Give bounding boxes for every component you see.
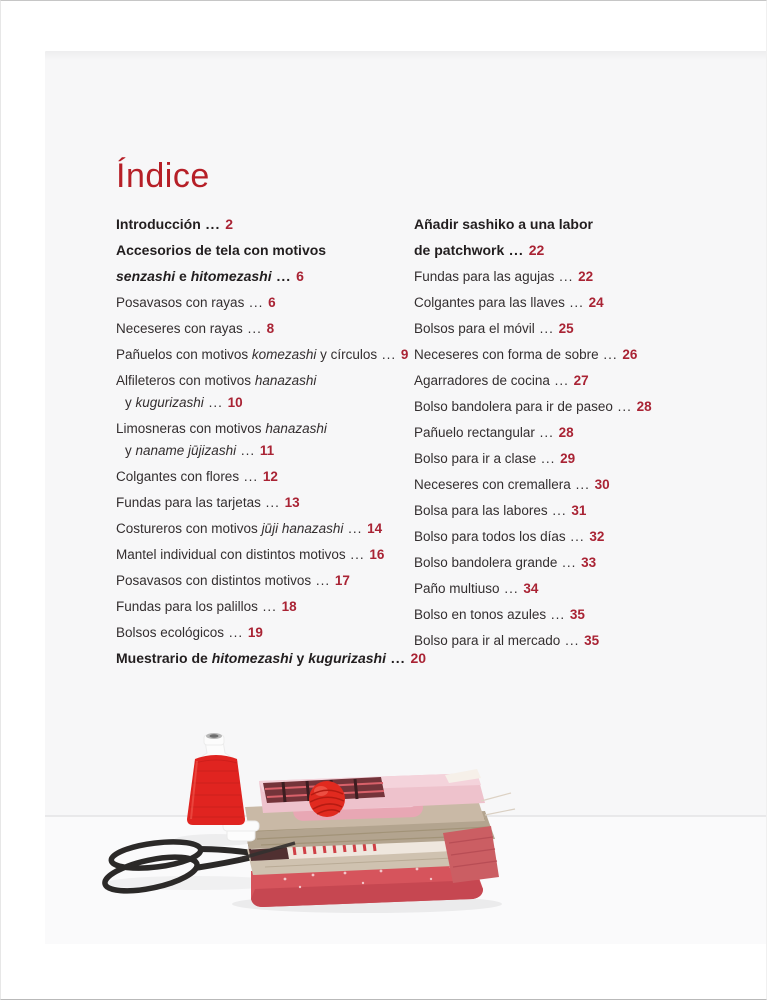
toc: [116, 213, 726, 677]
toc-dots: ...: [549, 373, 574, 388]
toc-entry-line: [414, 425, 726, 440]
toc-dots: ...: [554, 269, 579, 284]
toc-entry-line: [116, 243, 414, 258]
toc-text: Neceseres con cremallera: [414, 477, 571, 492]
toc-page-number: 28: [558, 425, 574, 440]
toc-entry: [414, 607, 726, 622]
toc-term-italic: hitomezashi: [211, 650, 293, 666]
toc-entry-line: [414, 269, 726, 284]
toc-entry: [116, 521, 414, 536]
sewing-still-life-photo: [45, 691, 767, 944]
toc-text: Bolso bandolera grande: [414, 555, 558, 570]
toc-page-number: 2: [225, 216, 234, 232]
toc-page-number: 27: [573, 373, 589, 388]
toc-text: de patchwork: [414, 242, 505, 258]
toc-entry: [414, 529, 726, 544]
toc-dots: ...: [242, 321, 267, 336]
toc-dots: ...: [385, 650, 411, 666]
toc-entry: [116, 373, 414, 410]
toc-text: Limosneras con motivos: [116, 421, 266, 436]
toc-text: Bolso bandolera para ir de paseo: [414, 399, 613, 414]
toc-page-number: 24: [588, 295, 604, 310]
toc-entry-line: [116, 521, 414, 536]
toc-entry: [414, 269, 726, 284]
toc-term-italic: kugurizashi: [308, 650, 386, 666]
toc-entry-line: [116, 625, 414, 640]
toc-page-number: 20: [410, 650, 427, 666]
toc-column-1: [116, 213, 427, 677]
toc-entry: [414, 321, 726, 336]
toc-text: y círculos: [316, 347, 378, 362]
toc-entry: [116, 347, 414, 362]
toc-entry-line: [116, 373, 414, 388]
toc-page-number: 11: [259, 443, 275, 458]
toc-text: Bolso para ir a clase: [414, 451, 537, 466]
toc-entry-line: [116, 295, 414, 310]
page-title: Índice: [116, 157, 210, 195]
toc-text: e: [175, 268, 191, 284]
toc-entry-line: [414, 607, 726, 622]
toc-dots: ...: [203, 395, 228, 410]
toc-page-number: 33: [581, 555, 597, 570]
toc-page-number: 35: [584, 633, 600, 648]
toc-page-number: 16: [369, 547, 385, 562]
toc-entry: [116, 547, 414, 562]
toc-page-number: 9: [400, 347, 409, 362]
toc-entry-line: [414, 581, 726, 596]
toc-term-italic: senzashi: [116, 268, 176, 284]
toc-page-number: 30: [594, 477, 610, 492]
fabric-stack: [243, 769, 515, 907]
toc-page-number: 14: [367, 521, 383, 536]
toc-term-italic: komezashi: [251, 347, 317, 362]
toc-dots: ...: [546, 607, 570, 622]
toc-text: Costureros con motivos: [116, 521, 262, 536]
toc-page-number: 18: [281, 599, 297, 614]
toc-entry: [414, 555, 726, 570]
toc-section-heading: [116, 650, 427, 666]
toc-entry-line: [414, 373, 726, 388]
toc-entry: [414, 373, 726, 388]
toc-section-heading: [116, 243, 414, 284]
toc-dots: ...: [377, 347, 401, 362]
toc-page-number: 13: [284, 495, 300, 510]
toc-dots: ...: [598, 347, 623, 362]
toc-term-italic: hanazashi: [254, 373, 317, 388]
toc-dots: ...: [271, 268, 297, 284]
toc-entry-line: [414, 321, 726, 336]
toc-text: Fundas para las agujas: [414, 269, 555, 284]
toc-entry: [414, 633, 726, 648]
toc-text: Neceseres con forma de sobre: [414, 347, 599, 362]
toc-entry-line: [414, 347, 726, 362]
toc-entry: [116, 573, 414, 588]
toc-text: Añadir sashiko a una labor: [414, 216, 593, 232]
toc-text: Fundas para los palillos: [116, 599, 258, 614]
toc-page-number: 28: [636, 399, 652, 414]
toc-dots: ...: [564, 295, 589, 310]
toc-entry-line: [414, 529, 726, 544]
toc-entry-line: [116, 395, 414, 410]
toc-entry-line: [116, 421, 414, 436]
toc-dots: ...: [343, 521, 368, 536]
toc-term-italic: hitomezashi: [190, 268, 272, 284]
toc-section-heading: [116, 217, 414, 232]
page-top-shade: [45, 51, 766, 61]
toc-dots: ...: [560, 633, 585, 648]
toc-dots: ...: [570, 477, 595, 492]
toc-page-number: 22: [528, 242, 545, 258]
toc-entry-line: [116, 469, 414, 484]
thread-spool: [187, 733, 259, 841]
toc-dots: ...: [311, 573, 335, 588]
toc-dots: ...: [557, 555, 582, 570]
toc-dots: ...: [504, 242, 529, 258]
toc-entry: [414, 347, 726, 362]
toc-entry: [116, 599, 414, 614]
toc-entry: [116, 469, 414, 484]
toc-term-italic: hanazashi: [265, 421, 327, 436]
toc-entry: [414, 581, 726, 596]
toc-text: Agarradores de cocina: [414, 373, 550, 388]
toc-dots: ...: [236, 443, 260, 458]
toc-text: Posavasos con rayas: [116, 295, 245, 310]
toc-dots: ...: [547, 503, 572, 518]
toc-text: Mantel individual con distintos motivos: [116, 547, 346, 562]
toc-entry-line: [116, 599, 414, 614]
toc-text: Introducción: [116, 216, 201, 232]
toc-page-number: 31: [571, 503, 587, 518]
toc-entry-line: [414, 243, 726, 258]
toc-text: Paño multiuso: [414, 581, 500, 596]
toc-term-italic: jūji hanazashi: [261, 521, 344, 536]
toc-dots: ...: [536, 451, 561, 466]
toc-text: y: [125, 395, 136, 410]
toc-entry-line: [116, 547, 414, 562]
toc-entry: [414, 425, 726, 440]
toc-term-italic: kugurizashi: [135, 395, 204, 410]
toc-dots: ...: [244, 295, 269, 310]
page: [45, 51, 766, 944]
toc-dots: ...: [224, 625, 248, 640]
thread-ball: [309, 781, 345, 817]
toc-page-number: 17: [334, 573, 350, 588]
toc-entry: [116, 295, 414, 310]
toc-entry: [414, 295, 726, 310]
toc-text: Muestrario de: [116, 650, 212, 666]
toc-section-heading: [414, 217, 726, 258]
toc-entry: [414, 399, 726, 414]
toc-entry-line: [414, 217, 726, 232]
toc-page-number: 22: [578, 269, 594, 284]
toc-dots: ...: [534, 321, 559, 336]
toc-entry-line: [116, 321, 414, 336]
toc-entry: [414, 503, 726, 518]
toc-text: Bolso para ir al mercado: [414, 633, 561, 648]
toc-page-number: 29: [560, 451, 576, 466]
toc-dots: ...: [239, 469, 263, 484]
toc-entry-line: [414, 633, 726, 648]
toc-text: y: [292, 650, 309, 666]
toc-text: Bolso para todos los días: [414, 529, 566, 544]
toc-entry-line: [116, 347, 414, 362]
toc-column-2: [414, 213, 726, 677]
toc-text: Bolsa para las labores: [414, 503, 548, 518]
toc-text: Posavasos con distintos motivos: [116, 573, 312, 588]
toc-page-number: 8: [266, 321, 275, 336]
toc-dots: ...: [612, 399, 637, 414]
toc-entry: [414, 477, 726, 492]
toc-dots: ...: [345, 547, 370, 562]
toc-page-number: 32: [589, 529, 605, 544]
toc-text: Bolsos para el móvil: [414, 321, 535, 336]
toc-entry: [116, 321, 414, 336]
toc-text: Colgantes para las llaves: [414, 295, 565, 310]
toc-dots: ...: [200, 216, 226, 232]
toc-entry-line: [414, 295, 726, 310]
toc-text: Pañuelos con motivos: [116, 347, 252, 362]
toc-page-number: 26: [622, 347, 638, 362]
toc-entry-line: [116, 495, 414, 510]
toc-page-number: 25: [558, 321, 574, 336]
toc-entry-line: [116, 269, 414, 284]
toc-text: Bolso en tonos azules: [414, 607, 547, 622]
toc-page-number: 35: [569, 607, 585, 622]
toc-entry-line: [414, 555, 726, 570]
toc-dots: ...: [257, 599, 282, 614]
toc-page-number: 6: [268, 295, 276, 310]
toc-page-number: 12: [262, 469, 278, 484]
toc-entry-line: [414, 503, 726, 518]
toc-text: Bolsos ecológicos: [116, 625, 225, 640]
toc-entry-line: [116, 443, 414, 458]
toc-entry-line: [414, 477, 726, 492]
toc-entry-line: [116, 650, 427, 666]
toc-dots: ...: [260, 495, 285, 510]
toc-text: Colgantes con flores: [116, 469, 240, 484]
toc-text: Accesorios de tela con motivos: [116, 242, 327, 258]
toc-page-number: 10: [227, 395, 243, 410]
toc-text: Pañuelo rectangular: [414, 425, 535, 440]
toc-text: Fundas para las tarjetas: [116, 495, 261, 510]
toc-page-number: 34: [523, 581, 539, 596]
toc-term-italic: naname jūjizashi: [135, 443, 237, 458]
toc-entry-line: [414, 399, 726, 414]
toc-entry: [116, 495, 414, 510]
toc-entry-line: [414, 451, 726, 466]
toc-page-number: 6: [296, 268, 304, 284]
toc-dots: ...: [565, 529, 590, 544]
toc-entry-line: [116, 217, 414, 232]
toc-text: Alfileteros con motivos: [116, 373, 255, 388]
toc-page-number: 19: [247, 625, 263, 640]
toc-text: y: [125, 443, 136, 458]
toc-dots: ...: [534, 425, 559, 440]
toc-text: Neceseres con rayas: [116, 321, 243, 336]
toc-entry: [116, 421, 414, 458]
toc-dots: ...: [499, 581, 524, 596]
toc-entry: [116, 625, 414, 640]
toc-entry-line: [116, 573, 414, 588]
toc-entry: [414, 451, 726, 466]
